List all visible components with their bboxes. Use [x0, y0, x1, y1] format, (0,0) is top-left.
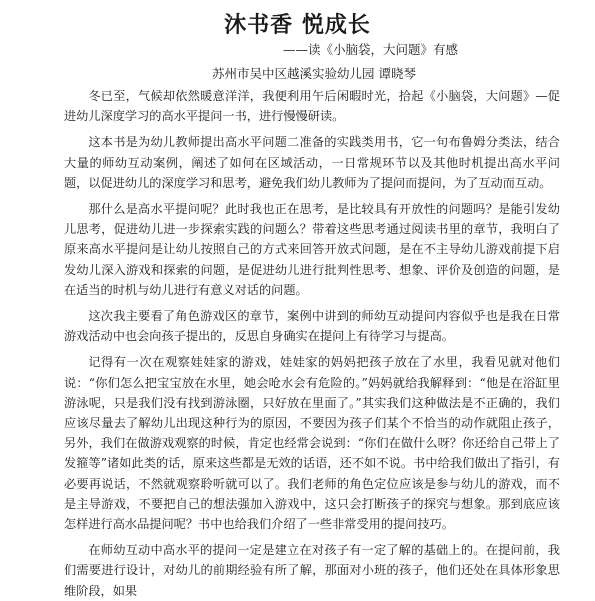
author-line: 苏州市吴中区越溪实验幼儿园 谭晓琴	[212, 66, 416, 81]
document-title: 沐书香 悦成长	[224, 13, 371, 38]
document-subtitle: ——读《小脑袋，大问题》有感	[283, 42, 459, 57]
paragraph: 记得有一次在观察娃娃家的游戏，娃娃家的妈妈把孩子放在了水里，我看见就对他们说：“你们怎么把宝宝放在水里，她会呛水会有危险的。”妈妈就给我解释到：“他是在浴缸里游泳呢，只是我们没有找到游泳圈，只好放在里面了。”其实我们这种做法是不正确的，我们应该尽量去了解幼儿出现这种行为的原因，不要因为孩子们某个不恰当的动作就阻止孩子，另外，我们在做游戏观察的时候，肯定也经常会说到：“你们在做什么呀？你还给自己带上了发箍等”诸如此类的话，原来这些都是无效的话语，还不如不说。书中给我们做出了指引，有必要再说话，不然就观察聆听就可以了。我们老师的角色定位应该是参与幼儿的游戏，而不是主导游戏，不要把自己的想法强加入游戏中，这只会打断孩子的探究与想象。那到底应该怎样进行高水品提问呢？书中也给我们介绍了一些非常受用的提问技巧。	[64, 355, 560, 532]
paragraph: 冬已至，气候却依然暖意洋洋，我便利用午后闲暇时光，拾起《小脑袋，大问题》—促进幼儿深度学习的高水平提问一书，进行慢慢研读。	[64, 89, 560, 124]
paragraph: 在师幼互动中高水平的提问一定是建立在对孩子有一定了解的基础上的。在提问前，我们需要进行设计，对幼儿的前期经验有所了解，那面对小班的孩子，他们还处在具体形象思维阶段，如果	[64, 543, 560, 598]
paragraph: 这次我主要看了角色游戏区的章节，案例中讲到的师幼互动提问内容似乎也是我在日常游戏活动中也会向孩子提出的，反思自身确实在提问上有待学习与提高。	[64, 309, 560, 344]
paragraph: 那什么是高水平提问呢？此时我也正在思考，是比较具有开放性的问题吗？是能引发幼儿思考，促进幼儿进一步探索实践的问题么？带着这些思考通过阅读书里的章节，我明白了原来高水平提问是让幼儿按照自己的方式来回答开放式问题，是在不主导幼儿游戏前提下启发幼儿深入游戏和探索的问题，是促进幼儿进行批判性思考、想象、评价及创造的问题，是在适当的时机与幼儿进行有意义对话的问题。	[64, 202, 560, 297]
paragraph: 这本书是为幼儿教师提出高水平问题二准备的实践类用书，它一句布鲁姆分类法，结合大量的师幼互动案例，阐述了如何在区域活动，一日常规环节以及其他时机提出高水平问题，以促进幼儿的深度学习和思考，避免我们幼儿教师为了提问而提问，为了互动而互动。	[64, 135, 560, 190]
document-body	[64, 86, 560, 601]
